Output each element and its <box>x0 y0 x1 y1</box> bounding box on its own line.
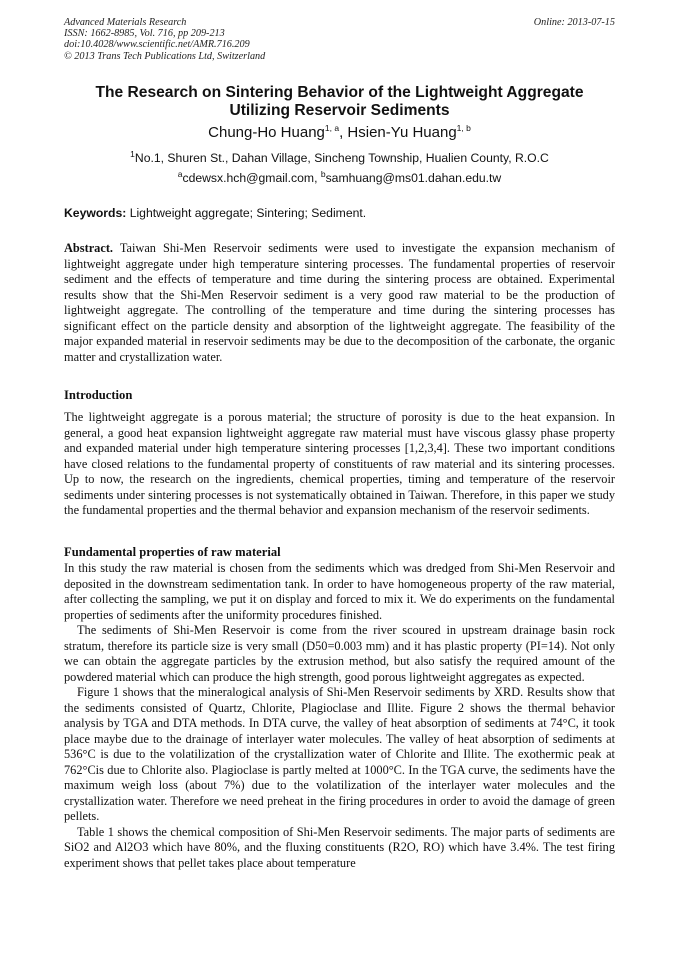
journal-header <box>64 17 615 62</box>
email-b[interactable]: samhuang@ms01.dahan.edu.tw <box>325 171 502 185</box>
email-separator: , <box>314 171 321 185</box>
journal-name: Advanced Materials Research <box>64 17 187 28</box>
fundamental-paragraph-4: Table 1 shows the chemical composition of Shi-Men Reservoir sediments. The major parts of sediments are SiO2 and Al2O3 which have 80%, and the fluxing constituents (R2O, RO) which have 3.4%. The test firing experiment shows that pellet takes place about temperature <box>64 824 615 870</box>
affiliation <box>64 148 615 166</box>
title-line-2: Utilizing Reservoir Sediments <box>229 102 450 119</box>
author-2: Hsien-Yu Huang <box>347 124 457 141</box>
section-heading-fundamental: Fundamental properties of raw material <box>64 545 281 559</box>
author-1: Chung-Ho Huang <box>208 124 325 141</box>
online-date: Online: 2013-07-15 <box>533 17 615 28</box>
author-list <box>64 124 615 142</box>
fundamental-section <box>64 561 615 871</box>
keywords-label: Keywords: <box>64 206 127 220</box>
keywords <box>64 206 615 221</box>
email-a[interactable]: cdewsx.hch@gmail.com <box>182 171 315 185</box>
title-line-1: The Research on Sintering Behavior of the Lightweight Aggregate <box>95 84 584 101</box>
author-1-affiliation-mark: 1, a <box>324 123 340 133</box>
copyright-line: © 2013 Trans Tech Publications Ltd, Switzerland <box>64 50 266 62</box>
author-2-affiliation-mark: 1, b <box>456 123 471 133</box>
keywords-text: Lightweight aggregate; Sintering; Sediment. <box>126 206 367 220</box>
issn-line: ISSN: 1662-8985, Vol. 716, pp 209-213 <box>64 28 225 40</box>
fundamental-paragraph-1: In this study the raw material is chosen from the sediments which was dredged from Shi-Men Reservoir and deposited in the downstream sedimentation tank. In order to have homogeneous property of the raw material, after collecting the sampling, we put it on display and forced to mix it. We do experiments on the fundamental properties of sediments after the uniformity procedures finished. <box>64 561 615 622</box>
abstract <box>64 241 615 365</box>
paper-title <box>64 84 615 120</box>
author-emails <box>64 168 615 186</box>
abstract-label: Abstract. <box>64 241 114 255</box>
affiliation-mark: 1 <box>130 148 135 159</box>
introduction-paragraph: The lightweight aggregate is a porous material; the structure of porosity is due to the heat expansion. In general, a good heat expansion lightweight aggregate raw material must have viscous glassy phase property and expanded material under high temperature sintering processes [1,2,3,4]. These two important conditions have closed relations to the fundamental property of constituents of raw material and its sintering processes. Up to now, the research on the ingredients, chemical properties, timing and temperature of the reservoir sediments under sintering processes is not systematically obtained in Taiwan. Therefore, in this paper we study the fundamental properties and the thermal behavior and expansion mechanism of the reservoir sediments. <box>64 410 615 517</box>
fundamental-paragraph-2: The sediments of Shi-Men Reservoir is come from the river scoured in upstream drainage basin rock stratum, therefore its particle size is very small (D50=0.003 mm) and it has plastic property (PI=14). Not only we can obtain the aggregate particles by the extrusion method, but also satisfy the required amount of the powdered material which can produce the high strength, good porous lightweight aggregates as expected. <box>64 623 615 684</box>
affiliation-text: No.1, Shuren St., Dahan Village, Sincheng Township, Hualien County, R.O.C <box>134 151 549 165</box>
email-b-mark: b <box>320 168 326 179</box>
fundamental-paragraph-3: Figure 1 shows that the mineralogical analysis of Shi-Men Reservoir sediments by XRD. Results show that the sediments consisted of Quartz, Chlorite, Plagioclase and Illite. Figure 2 shows the thermal behavior analysis by TGA and DTA methods. In DTA curve, the valley of heat absorption of sediments at 74°C, it took place maybe due to the drainage of interlayer water molecules. The valley of heat absorption of sediments at 536°C is due to the volatilization of the crystallization water of Chlorite and Illite. The exothermic peak at 762°Cis due to Chlorite also. Plagioclase is partly melted at 1000°C. In the TGA curve, the sediments have the maximum weigh loss (about 7%) due to the volatilization of the interlayer water molecules and the crystallization water. Therefore we need preheat in the firing procedures in order to avoid the damage of green pellets. <box>64 685 615 823</box>
abstract-text: Taiwan Shi-Men Reservoir sediments were used to investigate the expansion mechanism of lightweight aggregate under high temperature sintering processes. The fundamental properties of reservoir sediment and the effects of temperature and time during the sintering process are obtained. Experimental results show that the Shi-Men Reservoir sediment is a very good raw material to be the production of lightweight aggregate. The controlling of the temperature and time during the sintering processes has significant effect on the particle density and absorption of the lightweight aggregate. The feasibility of the major expanded material in reservoir sediments may be due to the decomposition of the carbonate, the organic matter and crystallization water. <box>64 241 615 364</box>
introduction-section <box>64 410 615 519</box>
section-heading-introduction: Introduction <box>64 388 133 402</box>
email-a-mark: a <box>177 168 183 179</box>
author-separator: , <box>339 124 348 141</box>
doi-line: doi:10.4028/www.scientific.net/AMR.716.209 <box>64 39 250 51</box>
